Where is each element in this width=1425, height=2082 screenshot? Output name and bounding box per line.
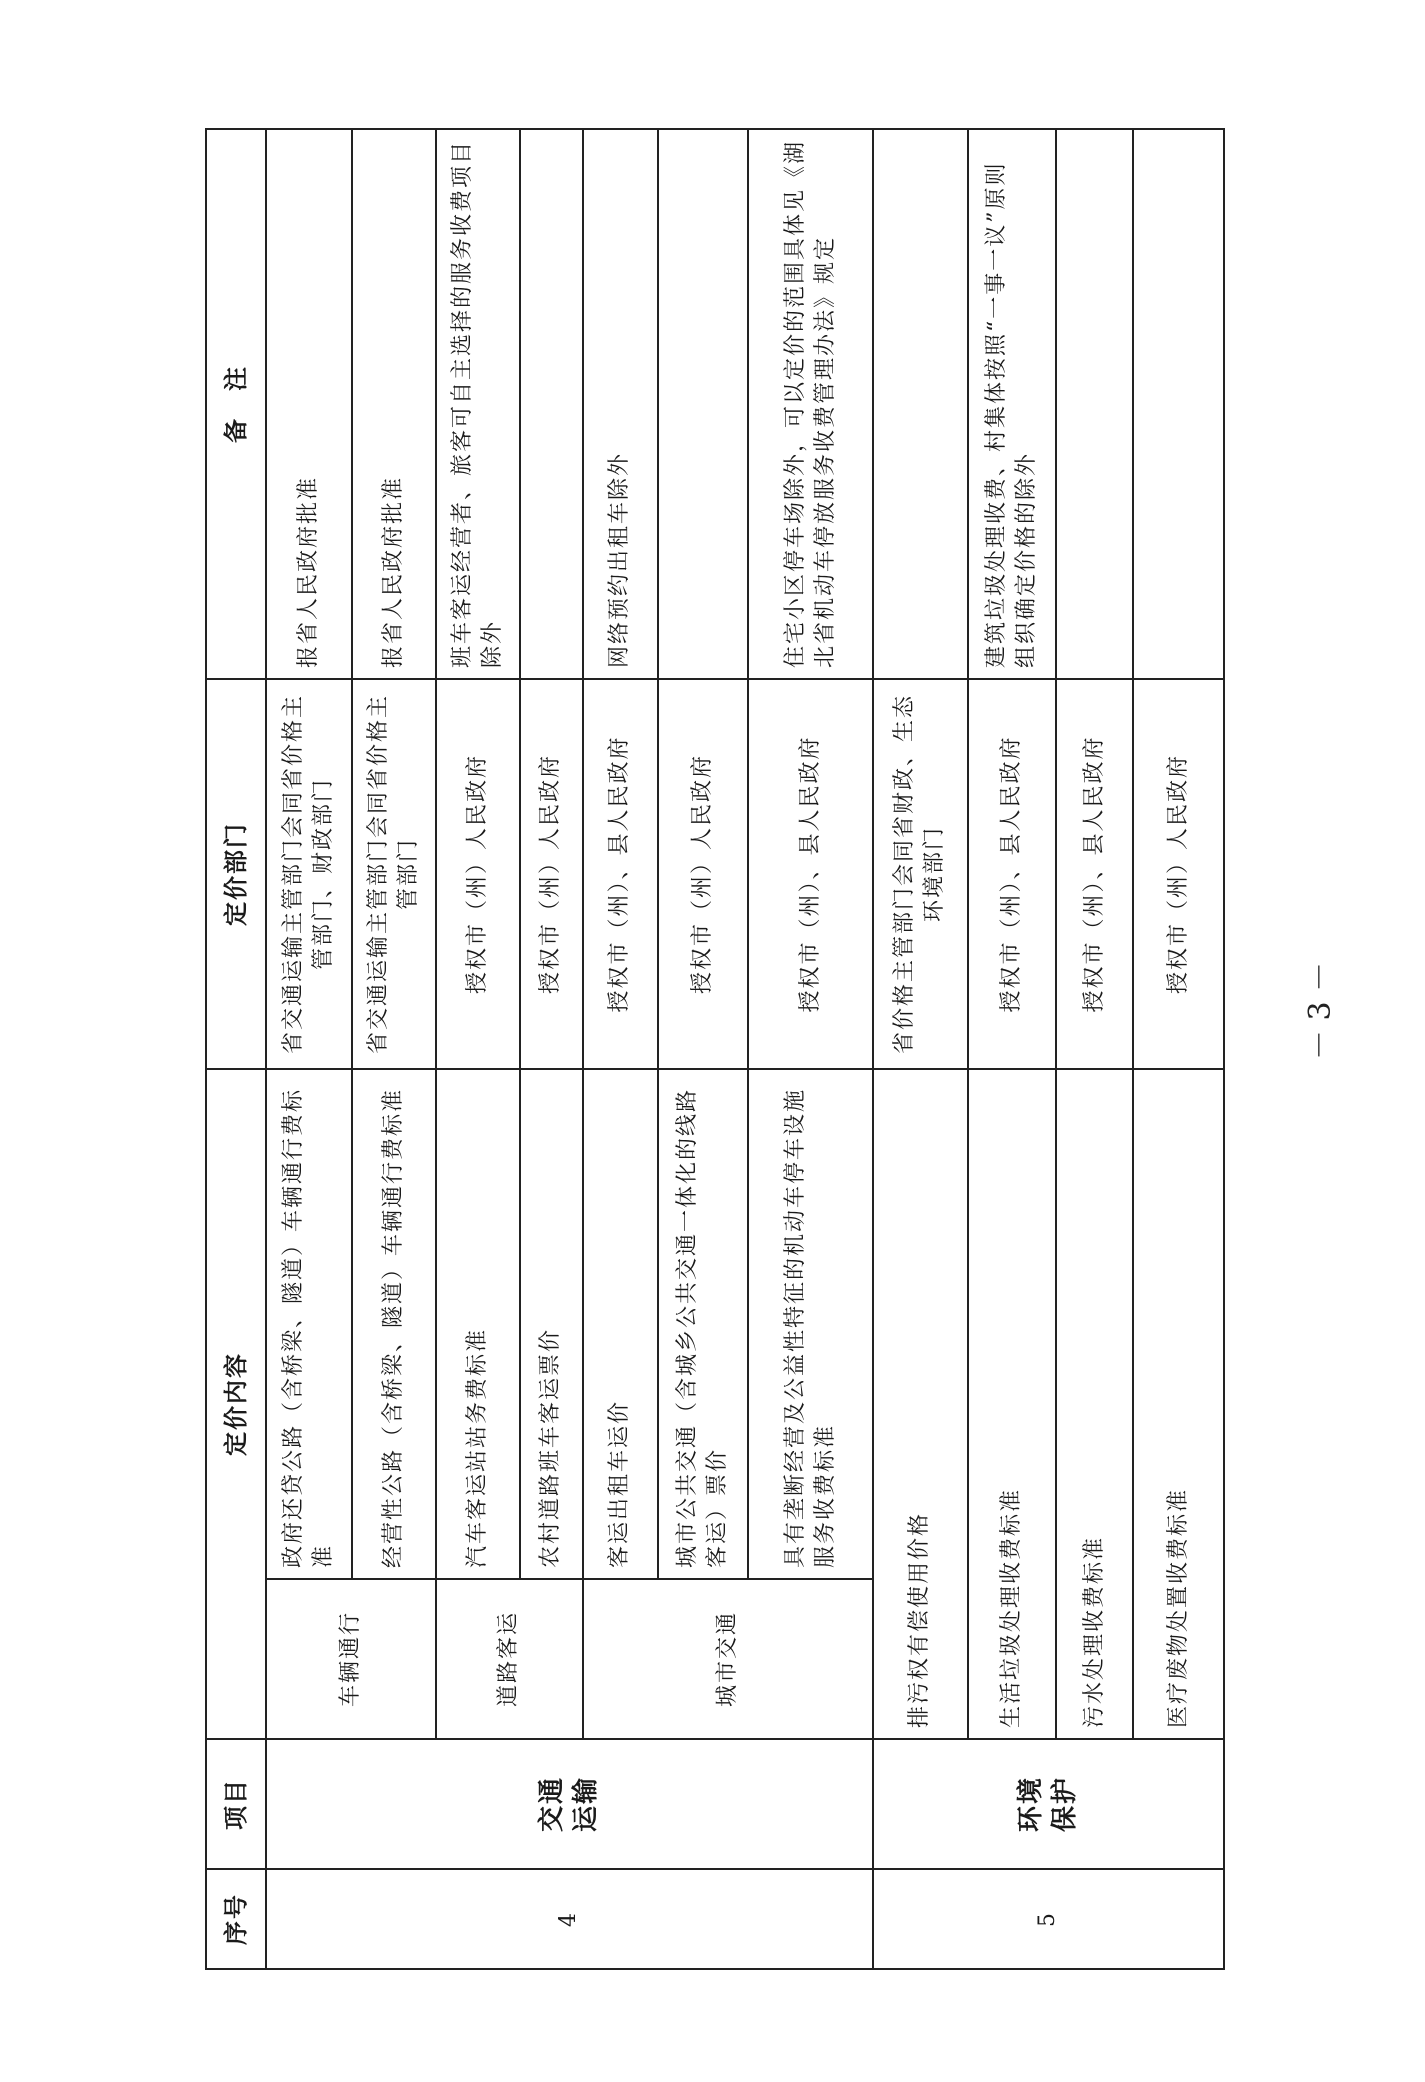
table-row (436, 129, 520, 1969)
note-cell (1056, 129, 1133, 679)
table-row (583, 129, 658, 1969)
content-cell: 政府还贷公路（含桥梁、隧道）车辆通行费标准 (266, 1069, 352, 1579)
table-row (873, 129, 968, 1969)
content-cell: 城市公共交通（含城乡公共交通一体化的线路客运）票价 (658, 1069, 749, 1579)
dept-cell: 授权市（州）人民政府 (436, 679, 520, 1069)
dept-cell: 授权市（州）人民政府 (520, 679, 583, 1069)
note-cell: 报省人民政府批准 (352, 129, 436, 679)
category-label: 环境保护 (1016, 1776, 1081, 1833)
note-cell: 班车客运经营者、旅客可自主选择的服务收费项目除外 (436, 129, 520, 679)
dept-cell: 授权市（州）、县人民政府 (583, 679, 658, 1069)
note-cell: 网络预约出租车除外 (583, 129, 658, 679)
note-cell (658, 129, 749, 679)
table-row (1133, 129, 1224, 1969)
category-label: 交通运输 (537, 1776, 602, 1833)
note-cell: 建筑垃圾处理收费、村集体按照“一事一议”原则组织确定价格的除外 (968, 129, 1056, 679)
dept-cell: 省交通运输主管部门会同省价格主管部门 (352, 679, 436, 1069)
content-cell: 污水处理收费标准 (1056, 1069, 1133, 1739)
table-row (968, 129, 1056, 1969)
table-row (266, 129, 352, 1969)
content-cell: 生活垃圾处理收费标准 (968, 1069, 1056, 1739)
note-cell (873, 129, 968, 679)
note-cell (1133, 129, 1224, 679)
pricing-table-rotated (205, 130, 1225, 1970)
subgroup-cell: 道路客运 (436, 1579, 583, 1739)
seq-cell: 5 (873, 1869, 1224, 1969)
content-cell: 农村道路班车客运票价 (520, 1069, 583, 1579)
header-note: 备 注 (206, 129, 266, 679)
content-cell: 经营性公路（含桥梁、隧道）车辆通行费标准 (352, 1069, 436, 1579)
dept-cell: 授权市（州）人民政府 (658, 679, 749, 1069)
header-dept: 定价部门 (206, 679, 266, 1069)
subgroup-cell: 车辆通行 (266, 1579, 436, 1739)
subgroup-cell: 城市交通 (583, 1579, 873, 1739)
header-seq: 序号 (206, 1869, 266, 1969)
page-number: － 3 － (1303, 961, 1338, 1060)
note-cell: 报省人民政府批准 (266, 129, 352, 679)
dept-cell: 授权市（州）人民政府 (1133, 679, 1224, 1069)
content-cell: 具有垄断经营及公益性特征的机动车停车设施服务收费标准 (748, 1069, 873, 1579)
dept-cell: 授权市（州）、县人民政府 (748, 679, 873, 1069)
note-cell (520, 129, 583, 679)
content-cell: 汽车客运站站务费标准 (436, 1069, 520, 1579)
table-row (1056, 129, 1133, 1969)
content-cell: 排污权有偿使用价格 (873, 1069, 968, 1739)
header-item: 项目 (206, 1739, 266, 1869)
header-content: 定价内容 (206, 1069, 266, 1739)
seq-cell: 4 (266, 1869, 873, 1969)
pricing-table (205, 128, 1225, 1970)
dept-cell: 授权市（州）、县人民政府 (1056, 679, 1133, 1069)
category-cell (266, 1739, 873, 1869)
content-cell: 客运出租车运价 (583, 1069, 658, 1579)
dept-cell: 省交通运输主管部门会同省价格主管部门、财政部门 (266, 679, 352, 1069)
table-header-row (206, 129, 266, 1969)
note-cell: 住宅小区停车场除外，可以定价的范围具体见《湖北省机动车停放服务收费管理办法》规定 (748, 129, 873, 679)
dept-cell: 授权市（州）、县人民政府 (968, 679, 1056, 1069)
content-cell: 医疗废物处置收费标准 (1133, 1069, 1224, 1739)
dept-cell: 省价格主管部门会同省财政、生态环境部门 (873, 679, 968, 1069)
category-cell (873, 1739, 1224, 1869)
